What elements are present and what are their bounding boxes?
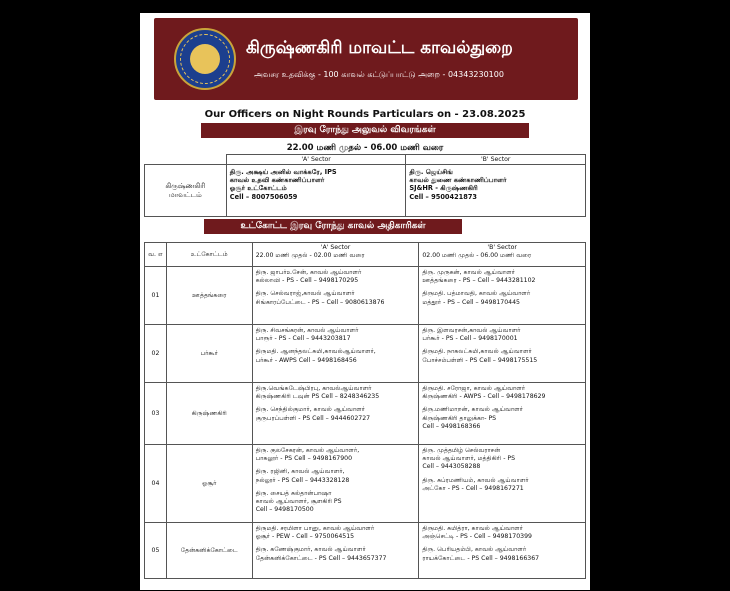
- officer-line: திரு. முத்தமிழ் செல்வராசன்: [422, 447, 501, 454]
- officer-line: சிங்காரப்பேட்டை - PS – Cell – 9080613876: [255, 298, 385, 306]
- officer-line: மத்தூர் - PS – Cell – 9498170445: [422, 298, 520, 306]
- officer-line: திரு. குலசேகரன், காவல் ஆய்வாளர்,: [255, 447, 360, 454]
- col-division-header: உட்கோட்டம்: [166, 243, 252, 267]
- subdivision-officers-table: [144, 242, 586, 579]
- district-officers-table: [144, 154, 586, 217]
- officer-line: தேன்கனிக்கோட்டை - PS Cell – 9443657377: [255, 554, 387, 562]
- row-number: 05: [145, 523, 167, 579]
- officer-line: காவல் ஆய்வாளர், மத்திகிரி - PS: [422, 455, 516, 463]
- table-row: [145, 383, 586, 445]
- officer-line: அஞ்செட்டி - PS - Cell – 9498170399: [422, 533, 532, 541]
- sector-b-header: 'B' Sector: [406, 155, 586, 165]
- officer-line: திரு. கணேஷ்குமார், காவல் ஆய்வாளர்: [255, 546, 366, 554]
- district-name-cell: கிருஷ்ணகிரி மாவட்டம்: [145, 165, 227, 217]
- header-banner: [154, 18, 578, 100]
- col-a-sector-header: 'A' Sector 22.00 மணி முதல் - 02.00 மணி வரை: [252, 243, 419, 267]
- officer-line: திருமதி. சுமித்ரா, காவல் ஆய்வாளர்: [422, 525, 523, 532]
- officer-line: அட்கோ - PS - Cell – 9498167271: [422, 484, 524, 492]
- officer-line: திரு. முருகன், காவல் ஆய்வாளர்: [422, 269, 515, 276]
- timing-text: 22.00 மணி முதல் - 06.00 மணி வரை: [286, 143, 444, 153]
- officer-line: பர்கூர் - PS - Cell – 9498170001: [422, 335, 518, 343]
- table-row: [145, 325, 586, 383]
- officer-line: கல்லாவி - PS - Cell – 9498170295: [255, 277, 359, 285]
- officer-line: திருமதி. நாகலட்சுமி,காவல் ஆய்வாளர்: [422, 348, 532, 356]
- sector-b-officer: திரு. ஜெய்சிங் காவல் துணை கண்காணிப்பாளர் SJ&HR - கிருஷ்ணகிரி Cell – 9500421873: [406, 165, 586, 217]
- row-division: ஊத்தங்கரை: [166, 267, 252, 325]
- row-division: கிருஷ்ணகிரி: [166, 383, 252, 445]
- officer-line: திருமதி. பத்மாவதி, காவல் ஆய்வாளர்: [422, 290, 531, 298]
- table-row: [145, 267, 586, 325]
- sector-b-officers: [419, 267, 586, 325]
- banner-title: கிருஷ்ணகிரி மாவட்ட காவல்துறை: [246, 38, 513, 58]
- officer-line: திரு. சுப்ரமணியம், காவல் ஆய்வாளர்: [422, 476, 529, 484]
- officer-line: திரு. பெரியதம்பி, காவல் ஆய்வாளர்: [422, 546, 527, 554]
- officer-line: ராயக்கோட்டை - PS Cell – 9498166367: [422, 554, 540, 562]
- sector-b-officers: [419, 325, 586, 383]
- officer-line: திரு. செந்தில்குமார், காவல் ஆய்வாளர்: [255, 406, 365, 414]
- sector-b-officers: [419, 445, 586, 523]
- officer-line: பர்கூர் - AWPS Cell – 9498168456: [255, 356, 357, 364]
- officer-line: திரு.மணிமாறன், காவல் ஆய்வாளர்: [422, 406, 524, 414]
- sector-a-officer: திரு. அக்ஷய் அனில் வாக்கரே, IPS காவல் உதவி கண்காணிப்பாளர் ஓசூர் உட்கோட்டம் Cell – 8007506059: [226, 165, 406, 217]
- row-number: 02: [145, 325, 167, 383]
- officer-line: கிருஷ்ணகிரி டவுன் PS Cell – 8248346235: [255, 393, 380, 401]
- sector-a-officers: [252, 383, 419, 445]
- officer-line: திரு. ரஜினி, காவல் ஆய்வாளர்,: [255, 468, 345, 476]
- sector-a-header: 'A' Sector: [226, 155, 406, 165]
- sector-b-officers: [419, 523, 586, 579]
- officer-line: திரு. இளவரசன்,காவல் ஆய்வாளர்: [422, 327, 521, 334]
- officer-line: குருபரப்பள்ளி - PS Cell – 9444602727: [255, 414, 371, 422]
- row-number: 03: [145, 383, 167, 445]
- row-number: 04: [145, 445, 167, 523]
- officer-line: ஊத்தங்கரை - PS – Cell – 9443281102: [422, 277, 536, 285]
- officer-line: Cell – 9443058288: [422, 463, 481, 471]
- document-page: [140, 13, 590, 590]
- officer-line: Cell – 9498168366: [422, 422, 481, 430]
- officer-line: திருமதி. சரோஜா, காவல் ஆய்வாளர்: [422, 385, 526, 392]
- officer-line: பாகலூர் - PS Cell – 9498167900: [255, 455, 353, 463]
- officer-line: திருமதி. ஆனந்தலட்சுமி,காவல்ஆய்வாளர்,: [255, 348, 376, 356]
- col-no-header: வ. எ: [145, 243, 167, 267]
- officer-line: திரு. ஜாபர்உசேன், காவல் ஆய்வாளர்: [255, 269, 362, 276]
- officer-line: பாரூர் - PS - Cell – 9443203817: [255, 335, 351, 343]
- section-bar-night-rounds: இரவு ரோந்து அலுவல் விவரங்கள்: [201, 123, 529, 138]
- officer-line: திரு. சிவசங்கரன், காவல் ஆய்வாளர்: [255, 327, 359, 334]
- page-title: Our Officers on Night Rounds Particulars on - 23.08.2025: [204, 109, 526, 120]
- police-emblem-icon: [174, 28, 236, 90]
- row-division: ஓசூர்: [166, 445, 252, 523]
- officer-line: ஓசூர் - PEW - Cell – 9750064515: [255, 533, 355, 541]
- officer-line: கிருஷ்ணகிரி - AWPS - Cell – 9498178629: [422, 393, 546, 401]
- row-division: பர்கூர்: [166, 325, 252, 383]
- officer-line: திருமதி. சரமிளா பானு, காவல் ஆய்வாளர்: [255, 525, 375, 532]
- section-bar-subdivision: உட்கோட்ட இரவு ரோந்து காவல் அதிகாரிகள்: [204, 219, 462, 234]
- sector-b-officers: [419, 383, 586, 445]
- officer-line: திரு. செல்வராஜ்,காவல் ஆய்வாளர்: [255, 290, 355, 298]
- sector-a-officers: [252, 523, 419, 579]
- banner-subtitle: அவசர உதவிக்கு - 100 காவல் கட்டுப்பாட்டு அறை - 04343230100: [254, 70, 504, 79]
- officer-line: திரு.வெங்கடேஷ்பிரபு, காவல்ஆய்வாளர்: [255, 385, 372, 392]
- officer-line: கிருஷ்ணகிரி தாலுக்கா- PS: [422, 414, 497, 422]
- officer-line: காவல் ஆய்வாளர், சூளகிரி PS: [255, 498, 342, 506]
- row-division: தேன்கனிக்கோட்டை: [166, 523, 252, 579]
- table-row: [145, 523, 586, 579]
- sector-a-officers: [252, 445, 419, 523]
- table-row: [145, 445, 586, 523]
- col-b-sector-header: 'B' Sector 02.00 மணி முதல் - 06.00 மணி வரை: [419, 243, 586, 267]
- sector-a-officers: [252, 267, 419, 325]
- row-number: 01: [145, 267, 167, 325]
- officer-line: திரு. சையத் சுல்தான்பாஷா: [255, 489, 332, 497]
- officer-line: நல்லூர் - PS Cell – 9443328128: [255, 476, 350, 484]
- officer-line: Cell – 9498170500: [255, 506, 314, 514]
- sector-a-officers: [252, 325, 419, 383]
- officer-line: போச்சம்பள்ளி - PS Cell – 9498175515: [422, 356, 538, 364]
